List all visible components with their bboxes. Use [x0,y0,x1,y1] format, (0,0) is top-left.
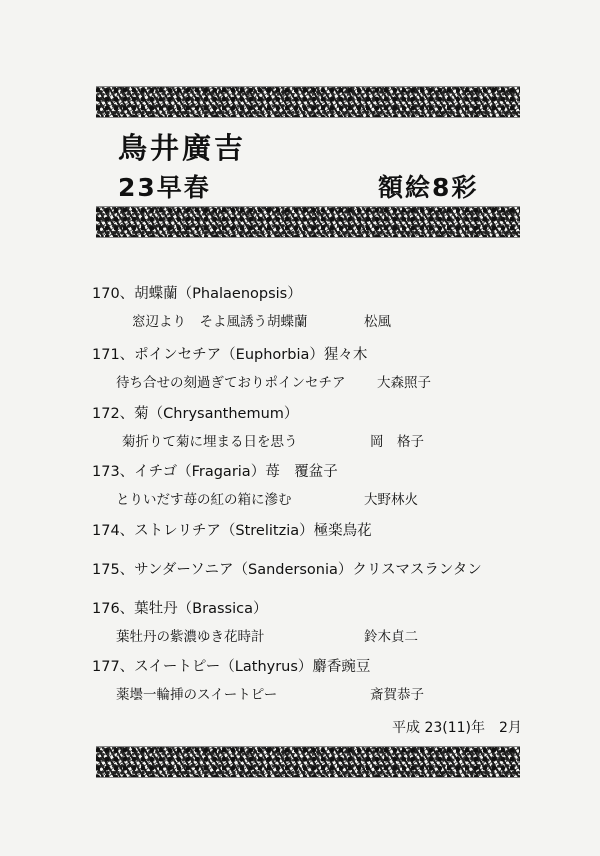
publication-date: 平成 23(11)年 2月 [392,720,522,736]
haiku-author: 大野林火 [364,492,418,508]
entry-173 [92,460,562,506]
haiku-verse: 菊折りて菊に埋まる日を思う [122,434,298,450]
entry-177 [92,655,562,701]
entry-haiku [116,625,562,643]
entry-haiku [116,488,562,506]
haiku-author: 松風 [364,314,391,330]
entry-heading: 170、胡蝶蘭（Phalaenopsis） [92,286,302,302]
entry-heading: 172、菊（Chrysanthemum） [92,406,299,422]
entry-171 [92,343,562,389]
haiku-verse: とりいだす苺の紅の箱に滲む [116,492,292,508]
entry-heading: 171、ポインセチア（Euphorbia）猩々木 [92,347,368,363]
collection-label: 額絵8彩 [378,173,479,202]
haiku-author: 大森照子 [377,375,431,391]
entry-176 [92,597,562,643]
haiku-author: 鈴木貞二 [364,629,418,645]
entry-heading: 174、ストレリチア（Strelitzia）極楽鳥花 [92,523,372,539]
entry-174 [92,519,562,540]
decorative-band-middle [96,206,520,238]
haiku-author: 岡 格子 [370,434,424,450]
haiku-verse: 待ち合せの刻過ぎておりポインセチア [116,375,346,391]
entry-haiku [116,310,562,328]
haiku-verse: 薬壜一輪挿のスイートピー [116,687,278,703]
decorative-band-bottom [96,746,520,778]
entry-175 [92,558,562,579]
entry-heading: 176、葉牡丹（Brassica） [92,601,268,617]
haiku-verse: 窓辺より そよ風誘う胡蝶蘭 [132,314,308,330]
haiku-author: 斎賀恭子 [370,687,424,703]
entry-heading: 177、スイートピー（Lathyrus）麝香豌豆 [92,659,371,675]
series-subtitle: 23早春 [118,173,211,202]
decorative-band-top [96,86,520,118]
entry-170 [92,282,562,328]
entry-heading: 173、イチゴ（Fragaria）苺 覆盆子 [92,464,338,480]
haiku-verse: 葉牡丹の紫濃ゆき花時計 [116,629,265,645]
entry-haiku [116,371,562,389]
author-name-title: 鳥井廣吉 [118,131,247,165]
entry-haiku [116,683,562,701]
entry-heading: 175、サンダーソニア（Sandersonia）クリスマスランタン [92,562,482,578]
entry-haiku [116,430,562,448]
entry-172 [92,402,562,448]
